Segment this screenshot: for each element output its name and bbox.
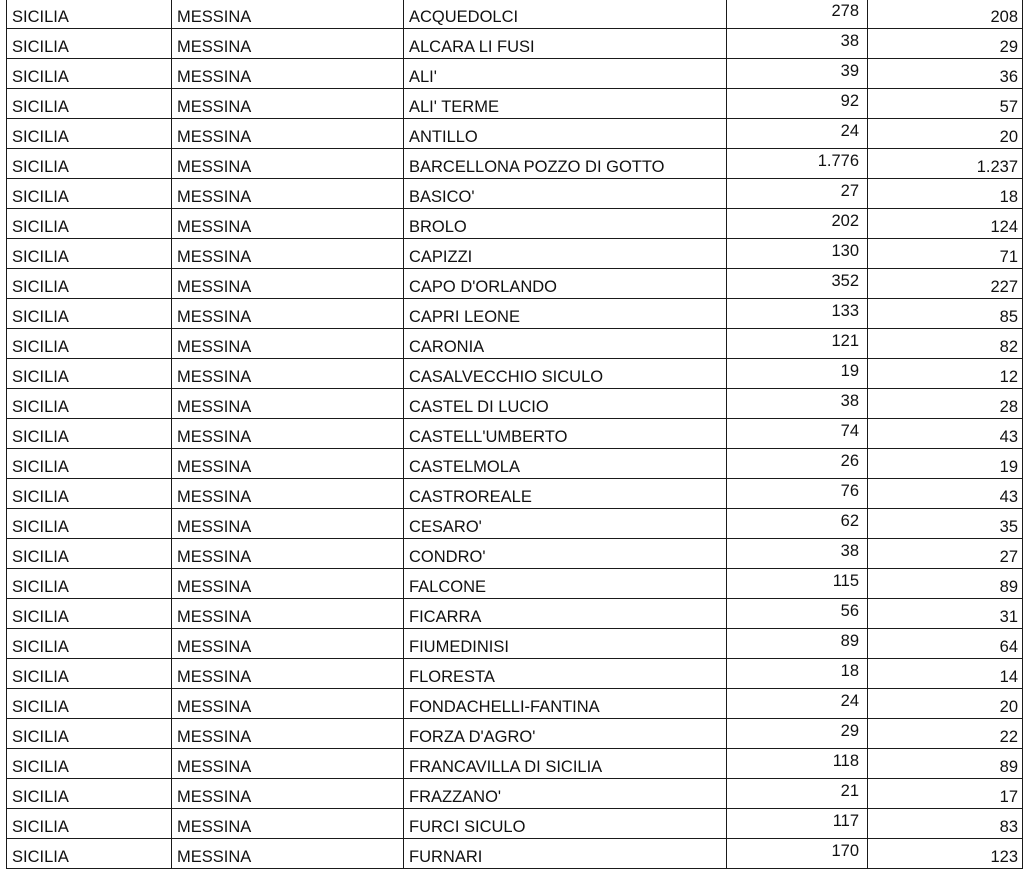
cell-comune: CASTELL'UMBERTO (404, 419, 727, 449)
table-row (7, 509, 1023, 539)
cell-comune: CARONIA (404, 329, 727, 359)
table-row (7, 449, 1023, 479)
cell-value-2: 83 (868, 809, 1023, 839)
cell-provincia: MESSINA (172, 389, 404, 419)
cell-regione: SICILIA (7, 29, 172, 59)
table-row (7, 269, 1023, 299)
cell-value-2: 14 (868, 659, 1023, 689)
cell-value-2: 27 (868, 539, 1023, 569)
cell-value-1: 39 (727, 59, 868, 89)
cell-comune: FALCONE (404, 569, 727, 599)
cell-comune: CASTROREALE (404, 479, 727, 509)
cell-provincia: MESSINA (172, 149, 404, 179)
cell-comune: FURCI SICULO (404, 809, 727, 839)
cell-provincia: MESSINA (172, 419, 404, 449)
table-row (7, 839, 1023, 869)
cell-regione: SICILIA (7, 629, 172, 659)
cell-regione: SICILIA (7, 269, 172, 299)
cell-value-1: 29 (727, 719, 868, 749)
cell-comune: BARCELLONA POZZO DI GOTTO (404, 149, 727, 179)
table-row (7, 629, 1023, 659)
cell-value-1: 56 (727, 599, 868, 629)
cell-value-1: 170 (727, 839, 868, 869)
table-row (7, 119, 1023, 149)
cell-value-1: 27 (727, 179, 868, 209)
cell-regione: SICILIA (7, 509, 172, 539)
table-row (7, 809, 1023, 839)
cell-comune: CONDRO' (404, 539, 727, 569)
comuni-table (6, 0, 1023, 869)
cell-regione: SICILIA (7, 89, 172, 119)
table-row (7, 59, 1023, 89)
cell-regione: SICILIA (7, 389, 172, 419)
table-row (7, 0, 1023, 29)
cell-provincia: MESSINA (172, 0, 404, 29)
table-row (7, 329, 1023, 359)
cell-comune: ALI' (404, 59, 727, 89)
cell-provincia: MESSINA (172, 779, 404, 809)
cell-value-1: 278 (727, 0, 868, 29)
cell-value-2: 57 (868, 89, 1023, 119)
cell-provincia: MESSINA (172, 599, 404, 629)
cell-comune: FONDACHELLI-FANTINA (404, 689, 727, 719)
table-row (7, 749, 1023, 779)
cell-provincia: MESSINA (172, 509, 404, 539)
cell-provincia: MESSINA (172, 479, 404, 509)
cell-comune: ANTILLO (404, 119, 727, 149)
cell-value-1: 92 (727, 89, 868, 119)
cell-regione: SICILIA (7, 599, 172, 629)
table-row (7, 719, 1023, 749)
cell-regione: SICILIA (7, 0, 172, 29)
cell-regione: SICILIA (7, 329, 172, 359)
cell-regione: SICILIA (7, 419, 172, 449)
table-row (7, 359, 1023, 389)
cell-provincia: MESSINA (172, 299, 404, 329)
cell-value-1: 115 (727, 569, 868, 599)
cell-value-2: 43 (868, 419, 1023, 449)
cell-provincia: MESSINA (172, 629, 404, 659)
cell-value-2: 22 (868, 719, 1023, 749)
cell-comune: ACQUEDOLCI (404, 0, 727, 29)
cell-provincia: MESSINA (172, 209, 404, 239)
cell-provincia: MESSINA (172, 269, 404, 299)
cell-value-2: 124 (868, 209, 1023, 239)
cell-value-1: 121 (727, 329, 868, 359)
cell-comune: FRAZZANO' (404, 779, 727, 809)
cell-regione: SICILIA (7, 209, 172, 239)
cell-value-2: 20 (868, 119, 1023, 149)
cell-value-2: 43 (868, 479, 1023, 509)
cell-value-1: 118 (727, 749, 868, 779)
cell-comune: BASICO' (404, 179, 727, 209)
cell-value-2: 82 (868, 329, 1023, 359)
cell-value-2: 12 (868, 359, 1023, 389)
cell-comune: FICARRA (404, 599, 727, 629)
cell-value-2: 17 (868, 779, 1023, 809)
cell-comune: ALCARA LI FUSI (404, 29, 727, 59)
cell-provincia: MESSINA (172, 569, 404, 599)
cell-value-1: 24 (727, 689, 868, 719)
cell-regione: SICILIA (7, 689, 172, 719)
cell-provincia: MESSINA (172, 749, 404, 779)
cell-value-1: 352 (727, 269, 868, 299)
cell-provincia: MESSINA (172, 59, 404, 89)
cell-regione: SICILIA (7, 299, 172, 329)
cell-provincia: MESSINA (172, 329, 404, 359)
cell-value-2: 19 (868, 449, 1023, 479)
cell-regione: SICILIA (7, 179, 172, 209)
table-row (7, 569, 1023, 599)
table-row (7, 89, 1023, 119)
table-body (7, 0, 1023, 869)
table-row (7, 149, 1023, 179)
cell-regione: SICILIA (7, 839, 172, 869)
cell-value-1: 21 (727, 779, 868, 809)
cell-comune: FRANCAVILLA DI SICILIA (404, 749, 727, 779)
cell-provincia: MESSINA (172, 839, 404, 869)
table-row (7, 389, 1023, 419)
cell-value-1: 202 (727, 209, 868, 239)
cell-comune: CAPIZZI (404, 239, 727, 269)
table-row (7, 659, 1023, 689)
cell-value-2: 20 (868, 689, 1023, 719)
cell-regione: SICILIA (7, 659, 172, 689)
cell-comune: BROLO (404, 209, 727, 239)
cell-regione: SICILIA (7, 719, 172, 749)
cell-value-1: 26 (727, 449, 868, 479)
cell-regione: SICILIA (7, 59, 172, 89)
table-row (7, 239, 1023, 269)
cell-provincia: MESSINA (172, 659, 404, 689)
cell-provincia: MESSINA (172, 239, 404, 269)
table-row (7, 779, 1023, 809)
table-row (7, 599, 1023, 629)
cell-comune: FORZA D'AGRO' (404, 719, 727, 749)
cell-provincia: MESSINA (172, 359, 404, 389)
table-row (7, 419, 1023, 449)
cell-comune: FIUMEDINISI (404, 629, 727, 659)
cell-regione: SICILIA (7, 539, 172, 569)
cell-provincia: MESSINA (172, 89, 404, 119)
cell-value-2: 208 (868, 0, 1023, 29)
table-row (7, 179, 1023, 209)
cell-regione: SICILIA (7, 449, 172, 479)
cell-value-2: 29 (868, 29, 1023, 59)
cell-comune: ALI' TERME (404, 89, 727, 119)
cell-value-1: 130 (727, 239, 868, 269)
cell-provincia: MESSINA (172, 449, 404, 479)
cell-value-1: 18 (727, 659, 868, 689)
cell-regione: SICILIA (7, 239, 172, 269)
cell-value-2: 35 (868, 509, 1023, 539)
cell-regione: SICILIA (7, 779, 172, 809)
cell-value-1: 62 (727, 509, 868, 539)
cell-provincia: MESSINA (172, 539, 404, 569)
cell-value-2: 227 (868, 269, 1023, 299)
cell-provincia: MESSINA (172, 809, 404, 839)
cell-value-2: 64 (868, 629, 1023, 659)
cell-provincia: MESSINA (172, 179, 404, 209)
cell-value-1: 38 (727, 389, 868, 419)
cell-provincia: MESSINA (172, 689, 404, 719)
cell-comune: CESARO' (404, 509, 727, 539)
table-row (7, 539, 1023, 569)
cell-provincia: MESSINA (172, 29, 404, 59)
cell-value-2: 28 (868, 389, 1023, 419)
cell-value-1: 117 (727, 809, 868, 839)
cell-value-1: 74 (727, 419, 868, 449)
table-row (7, 29, 1023, 59)
cell-value-1: 38 (727, 29, 868, 59)
cell-regione: SICILIA (7, 569, 172, 599)
cell-regione: SICILIA (7, 149, 172, 179)
cell-value-2: 1.237 (868, 149, 1023, 179)
cell-value-1: 76 (727, 479, 868, 509)
cell-regione: SICILIA (7, 809, 172, 839)
cell-comune: CAPRI LEONE (404, 299, 727, 329)
cell-comune: CASALVECCHIO SICULO (404, 359, 727, 389)
table-row (7, 689, 1023, 719)
cell-value-2: 31 (868, 599, 1023, 629)
cell-value-1: 38 (727, 539, 868, 569)
cell-value-2: 89 (868, 569, 1023, 599)
cell-regione: SICILIA (7, 359, 172, 389)
cell-regione: SICILIA (7, 479, 172, 509)
cell-value-2: 36 (868, 59, 1023, 89)
cell-value-1: 24 (727, 119, 868, 149)
cell-value-1: 133 (727, 299, 868, 329)
cell-provincia: MESSINA (172, 719, 404, 749)
table-row (7, 479, 1023, 509)
cell-comune: CASTEL DI LUCIO (404, 389, 727, 419)
table-row (7, 299, 1023, 329)
cell-value-1: 1.776 (727, 149, 868, 179)
cell-comune: FLORESTA (404, 659, 727, 689)
table-row (7, 209, 1023, 239)
cell-regione: SICILIA (7, 119, 172, 149)
cell-value-1: 19 (727, 359, 868, 389)
cell-comune: CAPO D'ORLANDO (404, 269, 727, 299)
cell-value-2: 85 (868, 299, 1023, 329)
cell-comune: FURNARI (404, 839, 727, 869)
cell-value-2: 89 (868, 749, 1023, 779)
cell-value-2: 71 (868, 239, 1023, 269)
cell-value-2: 123 (868, 839, 1023, 869)
cell-regione: SICILIA (7, 749, 172, 779)
cell-value-2: 18 (868, 179, 1023, 209)
cell-comune: CASTELMOLA (404, 449, 727, 479)
cell-value-1: 89 (727, 629, 868, 659)
cell-provincia: MESSINA (172, 119, 404, 149)
